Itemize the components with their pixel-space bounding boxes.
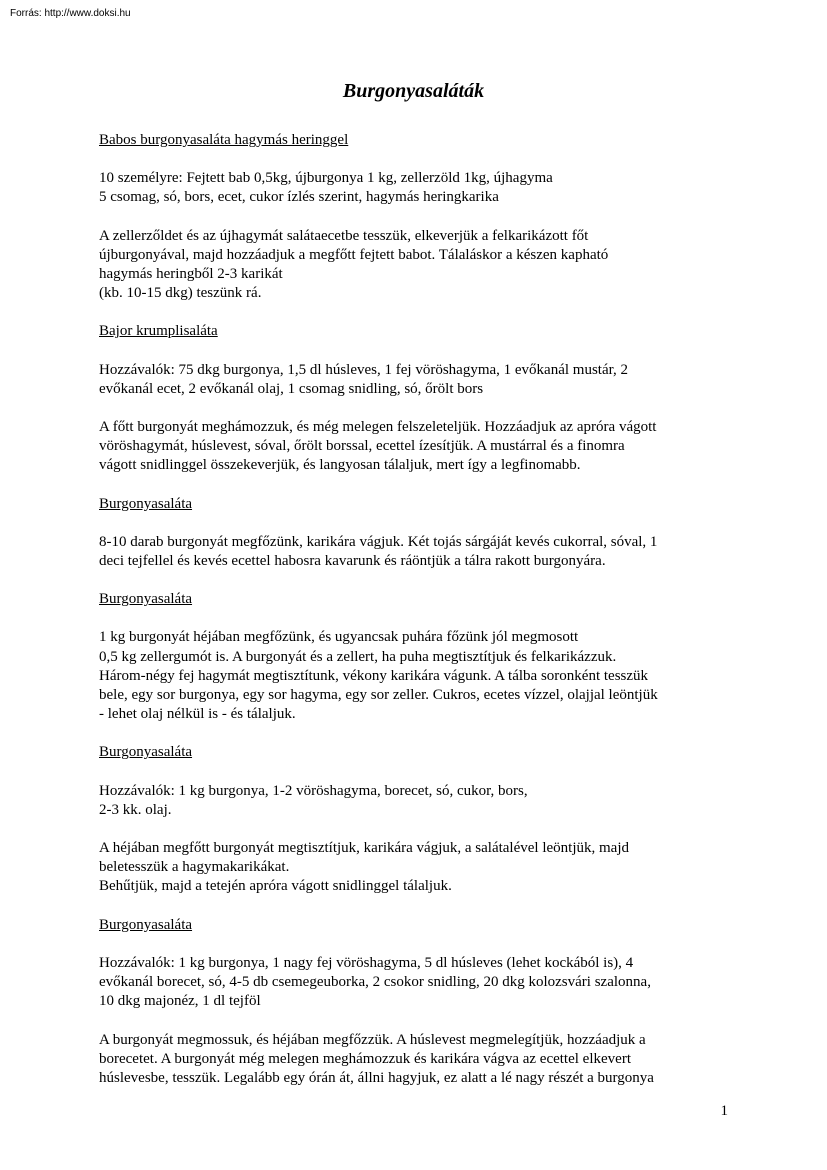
recipe-paragraph (99, 782, 729, 820)
text-line: 8-10 darab burgonyát megfőzünk, karikára vágjuk. Két tojás sárgáját kevés cukorral, sóval, 1 (99, 533, 658, 550)
recipe-paragraph (99, 169, 729, 207)
text-line: A héjában megfőtt burgonyát megtisztítjuk, karikára vágjuk, a salátalével leöntjük, majd (99, 840, 629, 857)
source-note: Forrás: http://www.doksi.hu (10, 8, 131, 19)
recipe-paragraph (99, 839, 729, 897)
text-line: 10 dkg majonéz, 1 dl tejföl (99, 993, 261, 1010)
recipe-paragraph (99, 227, 729, 304)
recipe-heading: Burgonyasaláta (99, 744, 193, 761)
text-line: - lehet olaj nélkül is - és tálaljuk. (99, 706, 296, 723)
text-line: deci tejfellel és kevés ecettel habosra kavarunk és ráöntjük a tálra rakott burgonyára. (99, 553, 606, 570)
text-line: A zellerzőldet és az újhagymát salátaecetbe tesszük, elkeverjük a felkarikázott főt (99, 227, 589, 244)
text-line: Hozzávalók: 75 dkg burgonya, 1,5 dl húsleves, 1 fej vöröshagyma, 1 evőkanál mustár, 2 (99, 361, 629, 378)
recipe-paragraph (99, 418, 729, 476)
text-line: 10 személyre: Fejtett bab 0,5kg, újburgonya 1 kg, zellerzöld 1kg, újhagyma (99, 170, 553, 187)
text-line: Behűtjük, majd a tetején apróra vágott snidlinggel tálaljuk. (99, 878, 452, 895)
text-line: 2-3 kk. olaj. (99, 801, 172, 818)
document-body (99, 131, 729, 1107)
text-line: A főtt burgonyát meghámozzuk, és még melegen felszeleteljük. Hozzáadjuk az apróra vágott (99, 419, 657, 436)
recipe-paragraph (99, 533, 729, 571)
text-line: evőkanál ecet, 2 evőkanál olaj, 1 csomag snidling, só, őrölt bors (99, 380, 484, 397)
recipe-heading: Babos burgonyasaláta hagymás heringgel (99, 132, 349, 148)
text-line: vöröshagymát, húslevest, sóval, őrölt borssal, ecettel ízesítjük. A mustárral és a finomra (99, 438, 625, 455)
recipe-heading: Bajor krumplisaláta (99, 323, 218, 340)
text-line: hagymás heringből 2-3 karikát (99, 266, 283, 283)
text-line: vágott snidlinggel összekeverjük, és langyosan tálaljuk, mert így a legfinomabb. (99, 457, 581, 474)
text-line: borecetet. A burgonyát még melegen meghámozzuk és karikára vágva az ecettel elkevert (99, 1050, 631, 1067)
text-line: 5 csomag, só, bors, ecet, cukor ízlés szerint, hagymás heringkarika (99, 189, 499, 206)
text-line: A burgonyát megmossuk, és héjában megfőzzük. A húslevest megmelegítjük, hozzáadjuk a (99, 1031, 646, 1048)
recipe-heading: Burgonyasaláta (99, 495, 193, 512)
text-line: bele, egy sor burgonya, egy sor hagyma, egy sor zeller. Cukros, ecetes vízzel, olajjal leöntjük (99, 687, 658, 704)
text-line: Hozzávalók: 1 kg burgonya, 1-2 vöröshagyma, borecet, só, cukor, bors, (99, 782, 528, 799)
page-title: Burgonyasaláták (342, 80, 485, 102)
recipe-paragraph (99, 361, 729, 399)
recipe-heading: Burgonyasaláta (99, 591, 193, 608)
text-line: 1 kg burgonyát héjában megfőzünk, és ugyancsak puhára főzünk jól megmosott (99, 629, 579, 646)
recipe-paragraph (99, 954, 729, 1012)
text-line: (kb. 10-15 dkg) teszünk rá. (99, 285, 262, 302)
text-line: újburgonyával, majd hozzáadjuk a megfőtt fejtett babot. Tálaláskor a készen kapható (99, 246, 609, 263)
text-line: evőkanál borecet, só, 4-5 db csemegeuborka, 2 csokor snidling, 20 dkg kolozsvári szalonna, (99, 974, 651, 991)
recipe-paragraph (99, 1031, 729, 1089)
page-number: 1 (720, 1103, 728, 1119)
recipe-heading: Burgonyasaláta (99, 916, 193, 933)
text-line: Hozzávalók: 1 kg burgonya, 1 nagy fej vöröshagyma, 5 dl húsleves (lehet kockából is), 4 (99, 954, 634, 971)
recipe-paragraph (99, 628, 729, 724)
text-line: húslevesbe, tesszük. Legalább egy órán át, állni hagyjuk, ez alatt a lé nagy részét a burgonya (99, 1069, 654, 1086)
text-line: 0,5 kg zellergumót is. A burgonyát és a zellert, ha puha megtisztítjuk és felkarikázzuk. (99, 648, 617, 665)
text-line: beletesszük a hagymakarikákat. (99, 859, 290, 876)
text-line: Három-négy fej hagymát megtisztítunk, vékony karikára vágunk. A tálba soronként tesszük (99, 667, 649, 684)
